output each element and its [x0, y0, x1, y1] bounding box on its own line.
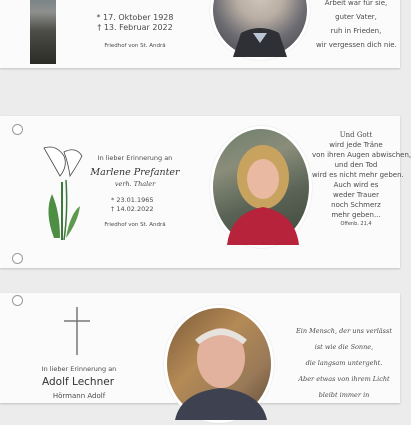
portrait-photo	[210, 126, 312, 248]
poem: Arbeit war für sie, guter Vater, ruh in Frieden, wir vergessen dich nie.	[316, 0, 397, 49]
birth-date: * 23.01.1965	[111, 196, 154, 204]
death-date: † 13. Februar 2022	[97, 23, 173, 32]
poem: Und Gott wird jede Träne von ihren Augen abwischen, und den Tod wird es nicht mehr geben. Auch wird es weder Trauer noch Schmerz mehr geben... Offenb. 21,4	[312, 131, 411, 227]
punch-hole	[12, 295, 23, 306]
poem: Ein Mensch, der uns verlässt ist wie die Sonne, die langsam untergeht. Aber etwas von ihrem Licht bleibt immer in	[296, 327, 392, 399]
cemetery: Friedhof von St. Andrä	[104, 222, 166, 228]
death-date: † 14.02.2022	[111, 205, 154, 213]
intro-text: In lieber Erinnerung an	[97, 154, 173, 162]
portrait-photo	[164, 305, 274, 423]
deceased-name: Marlene Prefanter	[90, 167, 180, 178]
calla-lily-icon	[38, 142, 84, 242]
portrait-figure-icon	[213, 0, 307, 57]
cross-icon	[62, 307, 92, 357]
birth-date: * 17. Oktober 1928	[96, 13, 174, 22]
obituary-card-3	[0, 293, 400, 403]
punch-hole	[12, 124, 23, 135]
maiden-name: verh. Thaler	[114, 180, 156, 188]
portrait-photo	[210, 0, 310, 60]
obituary-card-2	[0, 116, 411, 268]
alternate-name: Hörmann Adolf	[52, 392, 106, 400]
intro-text: In lieber Erinnerung an	[41, 365, 117, 373]
portrait-figure-icon	[167, 308, 271, 420]
landscape-image	[30, 0, 56, 64]
punch-hole	[12, 253, 23, 264]
cemetery: Friedhof von St. Andrä	[104, 43, 166, 49]
obituary-card-1	[0, 0, 400, 68]
deceased-name: Adolf Lechner	[41, 376, 115, 388]
portrait-figure-icon	[213, 129, 309, 245]
